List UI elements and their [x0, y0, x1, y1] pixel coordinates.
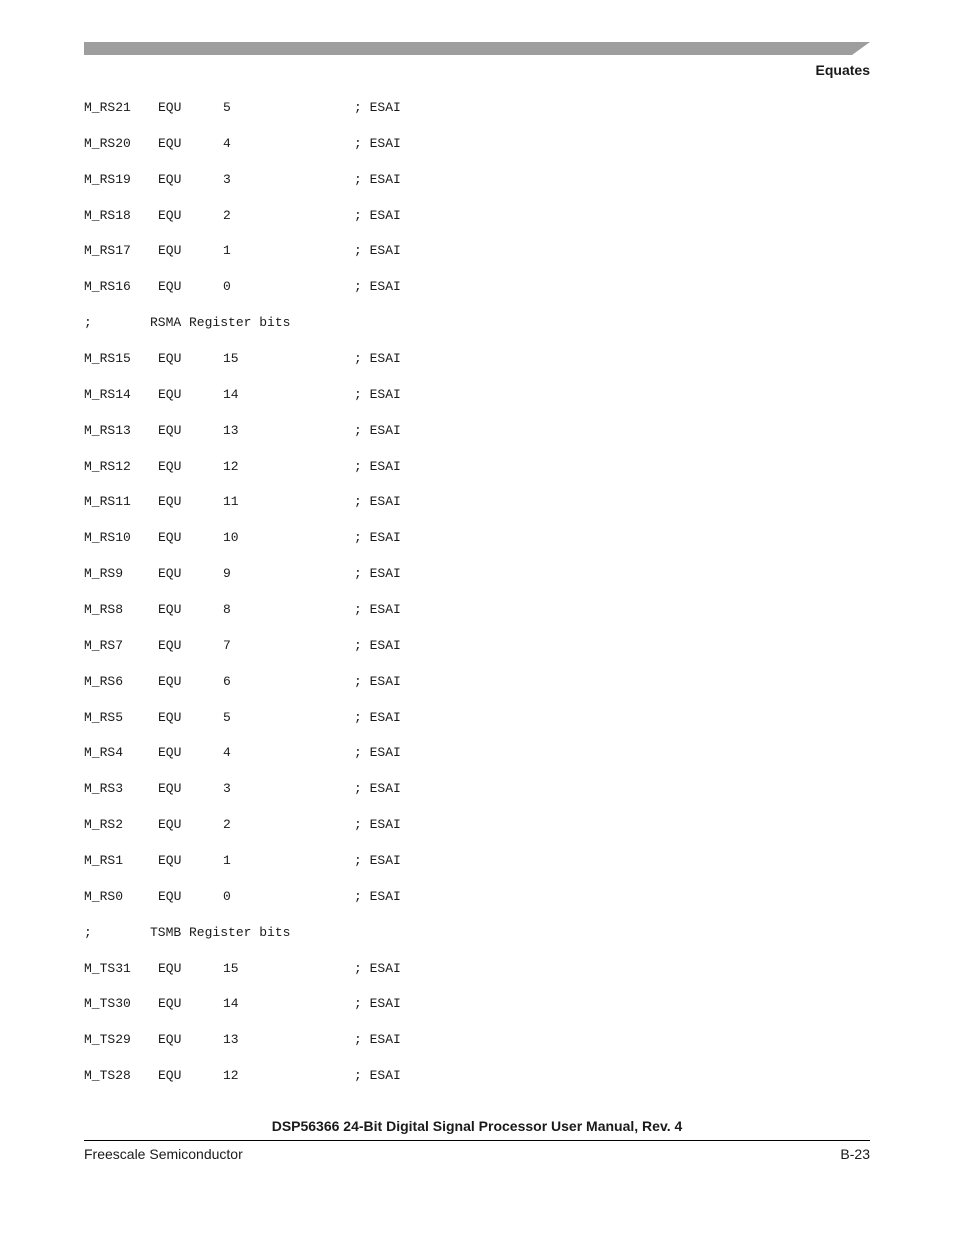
equate-value: 12 — [223, 1068, 239, 1084]
equate-line — [84, 422, 784, 458]
equate-value: 11 — [223, 494, 239, 510]
equate-symbol: M_RS9 — [84, 566, 124, 582]
equate-directive: EQU — [158, 422, 182, 438]
equate-value: 14 — [223, 386, 239, 402]
equate-value: 3 — [223, 781, 231, 797]
equate-value: 9 — [223, 566, 231, 582]
comment-marker: ; — [84, 315, 92, 331]
equate-symbol: M_TS28 — [84, 1068, 131, 1084]
equate-value: 5 — [223, 100, 231, 115]
code-listing — [84, 99, 784, 1103]
section-title: Equates — [815, 62, 870, 78]
equate-comment: ; ESAI — [354, 530, 401, 546]
equate-directive: EQU — [158, 996, 182, 1012]
equate-value: 13 — [223, 1032, 239, 1048]
equate-directive: EQU — [158, 853, 182, 869]
comment-marker: ; — [84, 924, 92, 940]
equate-comment: ; ESAI — [354, 422, 401, 438]
equate-comment: ; ESAI — [354, 709, 401, 725]
equate-symbol: M_RS2 — [84, 817, 124, 833]
equate-directive: EQU — [158, 351, 182, 367]
equate-line — [84, 529, 784, 565]
equate-comment: ; ESAI — [354, 458, 401, 474]
equate-line — [84, 458, 784, 494]
equate-comment: ; ESAI — [354, 673, 401, 689]
equate-symbol: M_RS10 — [84, 530, 131, 546]
equate-directive: EQU — [158, 637, 182, 653]
equate-directive: EQU — [158, 100, 182, 115]
equate-symbol: M_RS11 — [84, 494, 131, 510]
equate-line — [84, 744, 784, 780]
equate-line — [84, 709, 784, 745]
equate-line — [84, 1031, 784, 1067]
equate-comment: ; ESAI — [354, 279, 401, 295]
comment-text: RSMA Register bits — [150, 315, 291, 331]
equate-value: 1 — [223, 853, 231, 869]
header-bar-shape — [84, 42, 870, 55]
equate-symbol: M_RS17 — [84, 243, 131, 259]
equate-symbol: M_RS0 — [84, 888, 124, 904]
equate-line — [84, 493, 784, 529]
equate-symbol: M_TS30 — [84, 996, 131, 1012]
equate-directive: EQU — [158, 386, 182, 402]
equate-line — [84, 242, 784, 278]
equate-value: 0 — [223, 279, 231, 295]
equate-directive: EQU — [158, 1032, 182, 1048]
equate-line — [84, 960, 784, 996]
equate-directive: EQU — [158, 673, 182, 689]
equate-value: 10 — [223, 530, 239, 546]
equate-value: 12 — [223, 458, 239, 474]
equate-line — [84, 673, 784, 709]
equate-directive: EQU — [158, 602, 182, 618]
equate-value: 1 — [223, 243, 231, 259]
equate-symbol: M_RS5 — [84, 709, 124, 725]
equate-value: 5 — [223, 709, 231, 725]
equate-comment: ; ESAI — [354, 566, 401, 582]
equate-comment: ; ESAI — [354, 351, 401, 367]
equate-directive: EQU — [158, 207, 182, 223]
equate-comment: ; ESAI — [354, 207, 401, 223]
equate-comment: ; ESAI — [354, 100, 401, 115]
equate-line — [84, 565, 784, 601]
equate-directive: EQU — [158, 817, 182, 833]
equate-directive: EQU — [158, 243, 182, 259]
section-comment-line — [84, 924, 784, 960]
equate-line — [84, 1067, 784, 1103]
equate-comment: ; ESAI — [354, 602, 401, 618]
equate-comment: ; ESAI — [354, 171, 401, 187]
comment-text: TSMB Register bits — [150, 924, 291, 940]
equate-value: 2 — [223, 817, 231, 833]
equate-symbol: M_TS31 — [84, 960, 131, 976]
equate-line — [84, 386, 784, 422]
equate-symbol: M_RS13 — [84, 422, 131, 438]
equate-comment: ; ESAI — [354, 781, 401, 797]
equate-comment: ; ESAI — [354, 960, 401, 976]
equate-comment: ; ESAI — [354, 745, 401, 761]
equate-directive: EQU — [158, 135, 182, 151]
equate-directive: EQU — [158, 1068, 182, 1084]
equate-symbol: M_RS1 — [84, 853, 124, 869]
equate-value: 4 — [223, 745, 231, 761]
equate-value: 15 — [223, 960, 239, 976]
equate-symbol: M_RS3 — [84, 781, 124, 797]
equate-value: 15 — [223, 351, 239, 367]
footer-company: Freescale Semiconductor — [84, 1146, 243, 1162]
equate-value: 3 — [223, 171, 231, 187]
equate-line — [84, 888, 784, 924]
equate-symbol: M_RS4 — [84, 745, 124, 761]
footer-document-title: DSP56366 24-Bit Digital Signal Processor User Manual, Rev. 4 — [271, 1118, 683, 1134]
equate-line — [84, 995, 784, 1031]
equate-value: 6 — [223, 673, 231, 689]
equate-directive: EQU — [158, 960, 182, 976]
equate-line — [84, 852, 784, 888]
equate-directive: EQU — [158, 566, 182, 582]
equate-value: 2 — [223, 207, 231, 223]
equate-comment: ; ESAI — [354, 135, 401, 151]
equate-symbol: M_RS19 — [84, 171, 131, 187]
equate-directive: EQU — [158, 709, 182, 725]
equate-value: 8 — [223, 602, 231, 618]
equate-line — [84, 99, 784, 135]
equate-symbol: M_RS6 — [84, 673, 124, 689]
equate-symbol: M_RS7 — [84, 637, 124, 653]
equate-line — [84, 171, 784, 207]
equate-directive: EQU — [158, 171, 182, 187]
equate-symbol: M_RS20 — [84, 135, 131, 151]
equate-value: 7 — [223, 637, 231, 653]
footer-rule — [84, 1140, 870, 1141]
equate-comment: ; ESAI — [354, 243, 401, 259]
equate-line — [84, 637, 784, 673]
equate-comment: ; ESAI — [354, 637, 401, 653]
equate-line — [84, 207, 784, 243]
equate-symbol: M_RS16 — [84, 279, 131, 295]
equate-value: 14 — [223, 996, 239, 1012]
equate-symbol: M_RS14 — [84, 386, 131, 402]
equate-symbol: M_RS15 — [84, 351, 131, 367]
section-comment-line — [84, 314, 784, 350]
equate-directive: EQU — [158, 494, 182, 510]
equate-value: 13 — [223, 422, 239, 438]
equate-comment: ; ESAI — [354, 386, 401, 402]
equate-symbol: M_TS29 — [84, 1032, 131, 1048]
equate-comment: ; ESAI — [354, 1032, 401, 1048]
equate-value: 4 — [223, 135, 231, 151]
equate-symbol: M_RS18 — [84, 207, 131, 223]
equate-comment: ; ESAI — [354, 817, 401, 833]
equate-comment: ; ESAI — [354, 888, 401, 904]
equate-directive: EQU — [158, 781, 182, 797]
equate-symbol: M_RS8 — [84, 602, 124, 618]
header-bar — [84, 42, 870, 55]
equate-symbol: M_RS12 — [84, 458, 131, 474]
equate-line — [84, 135, 784, 171]
equate-line — [84, 601, 784, 637]
equate-line — [84, 816, 784, 852]
equate-directive: EQU — [158, 745, 182, 761]
equate-comment: ; ESAI — [354, 494, 401, 510]
equate-line — [84, 350, 784, 386]
equate-line — [84, 278, 784, 314]
equate-directive: EQU — [158, 458, 182, 474]
equate-comment: ; ESAI — [354, 1068, 401, 1084]
equate-symbol: M_RS21 — [84, 100, 131, 115]
equate-comment: ; ESAI — [354, 853, 401, 869]
equate-comment: ; ESAI — [354, 996, 401, 1012]
equate-directive: EQU — [158, 888, 182, 904]
equate-value: 0 — [223, 888, 231, 904]
equate-directive: EQU — [158, 279, 182, 295]
equate-line — [84, 780, 784, 816]
equate-directive: EQU — [158, 530, 182, 546]
page-number: B-23 — [840, 1146, 870, 1162]
